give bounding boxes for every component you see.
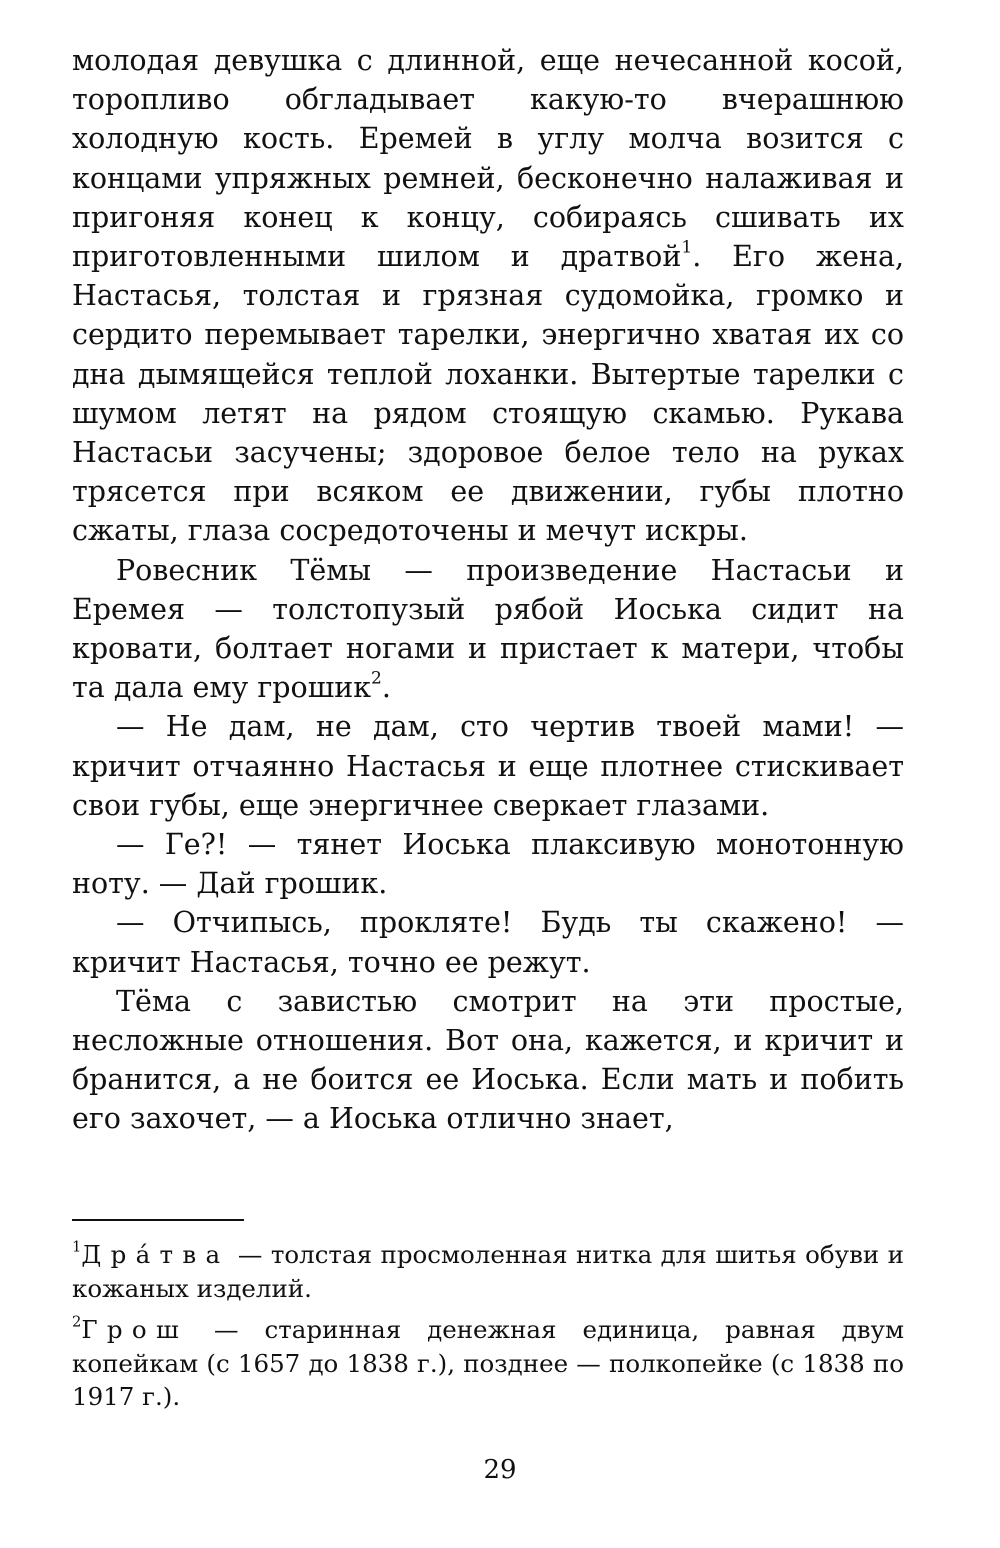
footnote-1-marker: 1 xyxy=(72,1238,82,1256)
footnote-divider xyxy=(72,1219,244,1221)
footnote-1-term: Дра́тва xyxy=(81,1240,230,1269)
footnote-ref-2: 2 xyxy=(371,668,382,689)
paragraph-1-part-b: . Его жена, Настасья, толстая и грязная судомойка, громко и сердито перемывает тарелки, энергично хватая их со дна дымящейся теплой лоханки. Вытертые тарелки с шумом летят на рядом стоящую скамью. Рукава Настасьи засучены; здоровое белое тело на руках трясется при всяком ее движении, губы плотно сжаты, глаза сосредоточены и мечут искры. xyxy=(72,240,905,548)
paragraph-2-part-b: . xyxy=(381,671,391,705)
main-text xyxy=(72,41,904,1139)
footnote-2 xyxy=(72,1313,904,1414)
paragraph-2 xyxy=(72,551,904,708)
footnotes xyxy=(72,1238,904,1422)
footnote-2-term: Грош xyxy=(81,1315,189,1344)
paragraph-1 xyxy=(72,41,904,551)
paragraph-4: — Ге?! — тянет Иоська плаксивую монотонную ноту. — Дай грошик. xyxy=(72,828,904,901)
footnote-ref-1: 1 xyxy=(681,237,693,258)
paragraph-6: Тёма с завистью смотрит на эти простые, несложные отношения. Вот она, кажется, и кричит и бранится, а не боится ее Иоська. Если мать и побить его захочет, — а Иоська отлично знает, xyxy=(72,984,904,1136)
paragraph-2-part-a: Ровесник Тёмы — произведение Настасьи и Еремея — толстопузый рябой Иоська сидит на кровати, болтает ногами и пристает к матери, чтобы та дала ему грошик xyxy=(72,553,904,705)
paragraph-3: — Не дам, не дам, сто чертив твоей мами! — кричит отчаянно Настасья и еще плотнее стискивает свои губы, еще энергичнее сверкает глазами. xyxy=(72,710,904,822)
footnote-2-marker: 2 xyxy=(72,1313,82,1331)
footnote-1 xyxy=(72,1238,904,1305)
footnote-1-definition: — толстая просмоленная нитка для шитья обуви и кожаных изделий. xyxy=(72,1240,904,1303)
footnote-2-definition: — старинная денежная единица, равная двум копейкам (с 1657 до 1838 г.), позднее — полкопейке (с 1838 по 1917 г.). xyxy=(72,1315,904,1411)
paragraph-1-part-a: молодая девушка с длинной, еще нечесанной косой, торопливо обгладывает какую-то вчерашнюю холодную кость. Еремей в углу молча возится с концами упряжных ремней, бесконечно налаживая и пригоняя конец к концу, собираясь сшивать их приготовленными шилом и дратвой xyxy=(72,44,904,274)
paragraph-5: — Отчипысь, прокляте! Будь ты скажено! — кричит Настасья, точно ее режут. xyxy=(72,906,904,979)
page-number: 29 xyxy=(483,1455,517,1485)
